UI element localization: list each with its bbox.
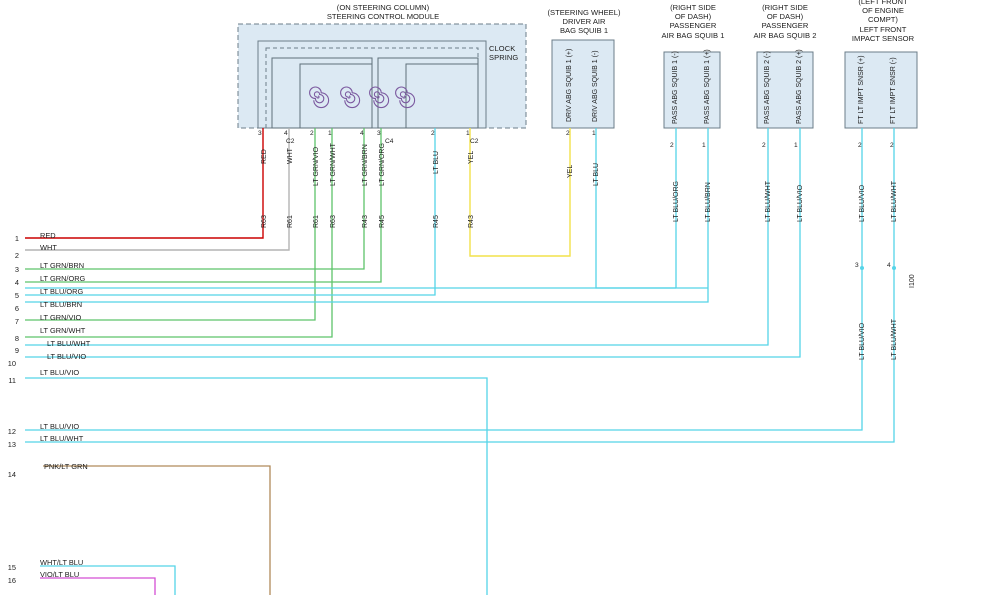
module-header-passenger-air-bag-squib-2: (RIGHT SIDE OF DASH) PASSENGER AIR BAG SQUIB 2: [753, 3, 817, 40]
pass1-pin-2: 2: [670, 142, 674, 149]
row-label-7: LT GRN/VIO: [40, 313, 82, 322]
pass2-pin-1: 1: [794, 142, 798, 149]
scm-pin-number-6: 2: [431, 130, 435, 137]
wire-color-yel: YEL: [468, 150, 475, 164]
circuit-id-2: R61: [313, 215, 320, 228]
row-number-5: 5: [14, 291, 19, 300]
circuit-id-0: R63: [261, 215, 268, 228]
pin-text-driver-squib-1-plus: DRIV ABG SQUIB 1 (+): [566, 48, 573, 122]
row-label-12: LT BLU/VIO: [40, 422, 80, 431]
row-number-16: 16: [7, 576, 16, 585]
pin-text-pass-squib-2-plus: PASS ABG SQUIB 2 (+): [796, 49, 803, 124]
scm-pin-number-2: 2: [310, 130, 314, 137]
row-label-8: LT GRN/WHT: [40, 326, 86, 335]
wire-label-pass2-lt-blu-vio: LT BLU/VIO: [797, 184, 804, 222]
row-number-1: 1: [14, 234, 19, 243]
scm-connector-id-c4: C4: [385, 138, 394, 145]
row-number-12: 12: [7, 427, 16, 436]
circuit-id-5: R45: [379, 215, 386, 228]
row-number-2: 2: [14, 251, 19, 260]
scm-pin-number-3: 1: [328, 130, 332, 137]
scm-pin-number-0: 3: [258, 130, 262, 137]
driver-squib-pin-2: 2: [566, 130, 570, 137]
pin-text-impact-sensor-minus: FT LT IMPT SNSR (-): [890, 57, 897, 124]
wire-label-driver-yel: YEL: [567, 164, 574, 178]
module-header-driver-air-bag-squib-1: (STEERING WHEEL) DRIVER AIR BAG SQUIB 1: [547, 8, 621, 36]
row-number-14: 14: [7, 470, 16, 479]
wire-label-impact-lt-blu-wht-lower: LT BLU/WHT: [891, 319, 898, 360]
row-label-13: LT BLU/WHT: [40, 434, 84, 443]
impact-ground-pin-right: 4: [887, 262, 891, 269]
row-number-7: 7: [14, 317, 19, 326]
pass1-pin-1: 1: [702, 142, 706, 149]
circuit-id-3: R63: [330, 215, 337, 228]
row-label-5: LT BLU/ORG: [40, 287, 84, 296]
row-number-3: 3: [14, 265, 19, 274]
pin-text-pass-squib-1-minus: PASS ABG SQUIB 1 (-): [672, 50, 679, 124]
row-label-4: LT GRN/ORG: [40, 274, 86, 283]
module-header-steering-control-module: (ON STEERING COLUMN) STEERING CONTROL MODULE: [326, 3, 440, 22]
impact-ground-pin-left: 3: [855, 262, 859, 269]
scm-pin-number-1: 4: [284, 130, 288, 137]
row-label-11: LT BLU/VIO: [40, 368, 80, 377]
impact-pin-2-right: 2: [890, 142, 894, 149]
module-header-left-front-impact-sensor: (LEFT FRONT OF ENGINE COMPT) LEFT FRONT IMPACT SENSOR: [851, 0, 915, 43]
wire-label-impact-lt-blu-vio-upper: LT BLU/VIO: [859, 184, 866, 222]
driver-squib-pin-1: 1: [592, 130, 596, 137]
row-label-6: LT BLU/BRN: [40, 300, 83, 309]
row-label-10: LT BLU/VIO: [47, 352, 87, 361]
wire-color-wht: WHT: [287, 148, 294, 164]
row-label-9: LT BLU/WHT: [47, 339, 91, 348]
row-number-8: 8: [14, 334, 19, 343]
scm-pin-number-4: 4: [360, 130, 364, 137]
module-header-passenger-air-bag-squib-1: (RIGHT SIDE OF DASH) PASSENGER AIR BAG SQUIB 1: [661, 3, 725, 40]
wire-label-impact-lt-blu-vio-lower: LT BLU/VIO: [859, 322, 866, 360]
scm-pin-number-7: 1: [466, 130, 470, 137]
row-number-4: 4: [14, 278, 19, 287]
row-number-13: 13: [7, 440, 16, 449]
pin-text-impact-sensor-plus: FT LT IMPT SNSR (+): [858, 55, 865, 124]
impact-ground-circuit-id: I100: [909, 274, 916, 288]
row-label-14: PNK/LT GRN: [44, 462, 88, 471]
circuit-id-6: R45: [433, 215, 440, 228]
clock-spring-label: CLOCK SPRING: [489, 44, 519, 62]
row-label-16: VIO/LT BLU: [40, 570, 80, 579]
row-label-2: WHT: [40, 243, 57, 252]
impact-pin-2-left: 2: [858, 142, 862, 149]
circuit-id-4: R43: [362, 215, 369, 228]
pin-text-pass-squib-2-minus: PASS ABG SQUIB 2 (-): [764, 50, 771, 124]
wire-color-lt-grn-brn: LT GRN/BRN: [362, 144, 369, 186]
wire-color-lt-grn-org: LT GRN/ORG: [379, 143, 386, 186]
circuit-id-1: R61: [287, 215, 294, 228]
wire-color-lt-grn-vio: LT GRN/VIO: [313, 146, 320, 186]
wire-color-red: RED: [261, 149, 268, 164]
pass2-pin-2: 2: [762, 142, 766, 149]
scm-connector-id-c2-b: C2: [470, 138, 479, 145]
row-number-11: 11: [8, 376, 16, 385]
row-label-3: LT GRN/BRN: [40, 261, 85, 270]
scm-pin-number-5: 3: [377, 130, 381, 137]
pin-text-driver-squib-1-minus: DRIV ABG SQUIB 1 (-): [592, 50, 599, 122]
wire-label-pass1-lt-blu-brn: LT BLU/BRN: [705, 182, 712, 222]
row-number-10: 10: [7, 359, 16, 368]
scm-connector-id-c2-a: C2: [286, 138, 295, 145]
wire-color-lt-blu: LT BLU: [433, 150, 440, 174]
wire-label-pass1-lt-blu-org: LT BLU/ORG: [673, 181, 680, 222]
row-number-15: 15: [7, 563, 16, 572]
row-label-15: WHT/LT BLU: [40, 558, 84, 567]
wire-label-impact-lt-blu-wht-upper: LT BLU/WHT: [891, 181, 898, 222]
wire-color-lt-grn-wht: LT GRN/WHT: [330, 143, 337, 186]
wire-label-pass2-lt-blu-wht: LT BLU/WHT: [765, 181, 772, 222]
pin-text-pass-squib-1-plus: PASS ABG SQUIB 1 (+): [704, 49, 711, 124]
row-number-6: 6: [14, 304, 19, 313]
row-label-1: RED: [40, 231, 56, 240]
row-number-9: 9: [14, 346, 19, 355]
circuit-id-7: R43: [468, 215, 475, 228]
wire-label-driver-lt-blu: LT BLU: [593, 162, 600, 186]
